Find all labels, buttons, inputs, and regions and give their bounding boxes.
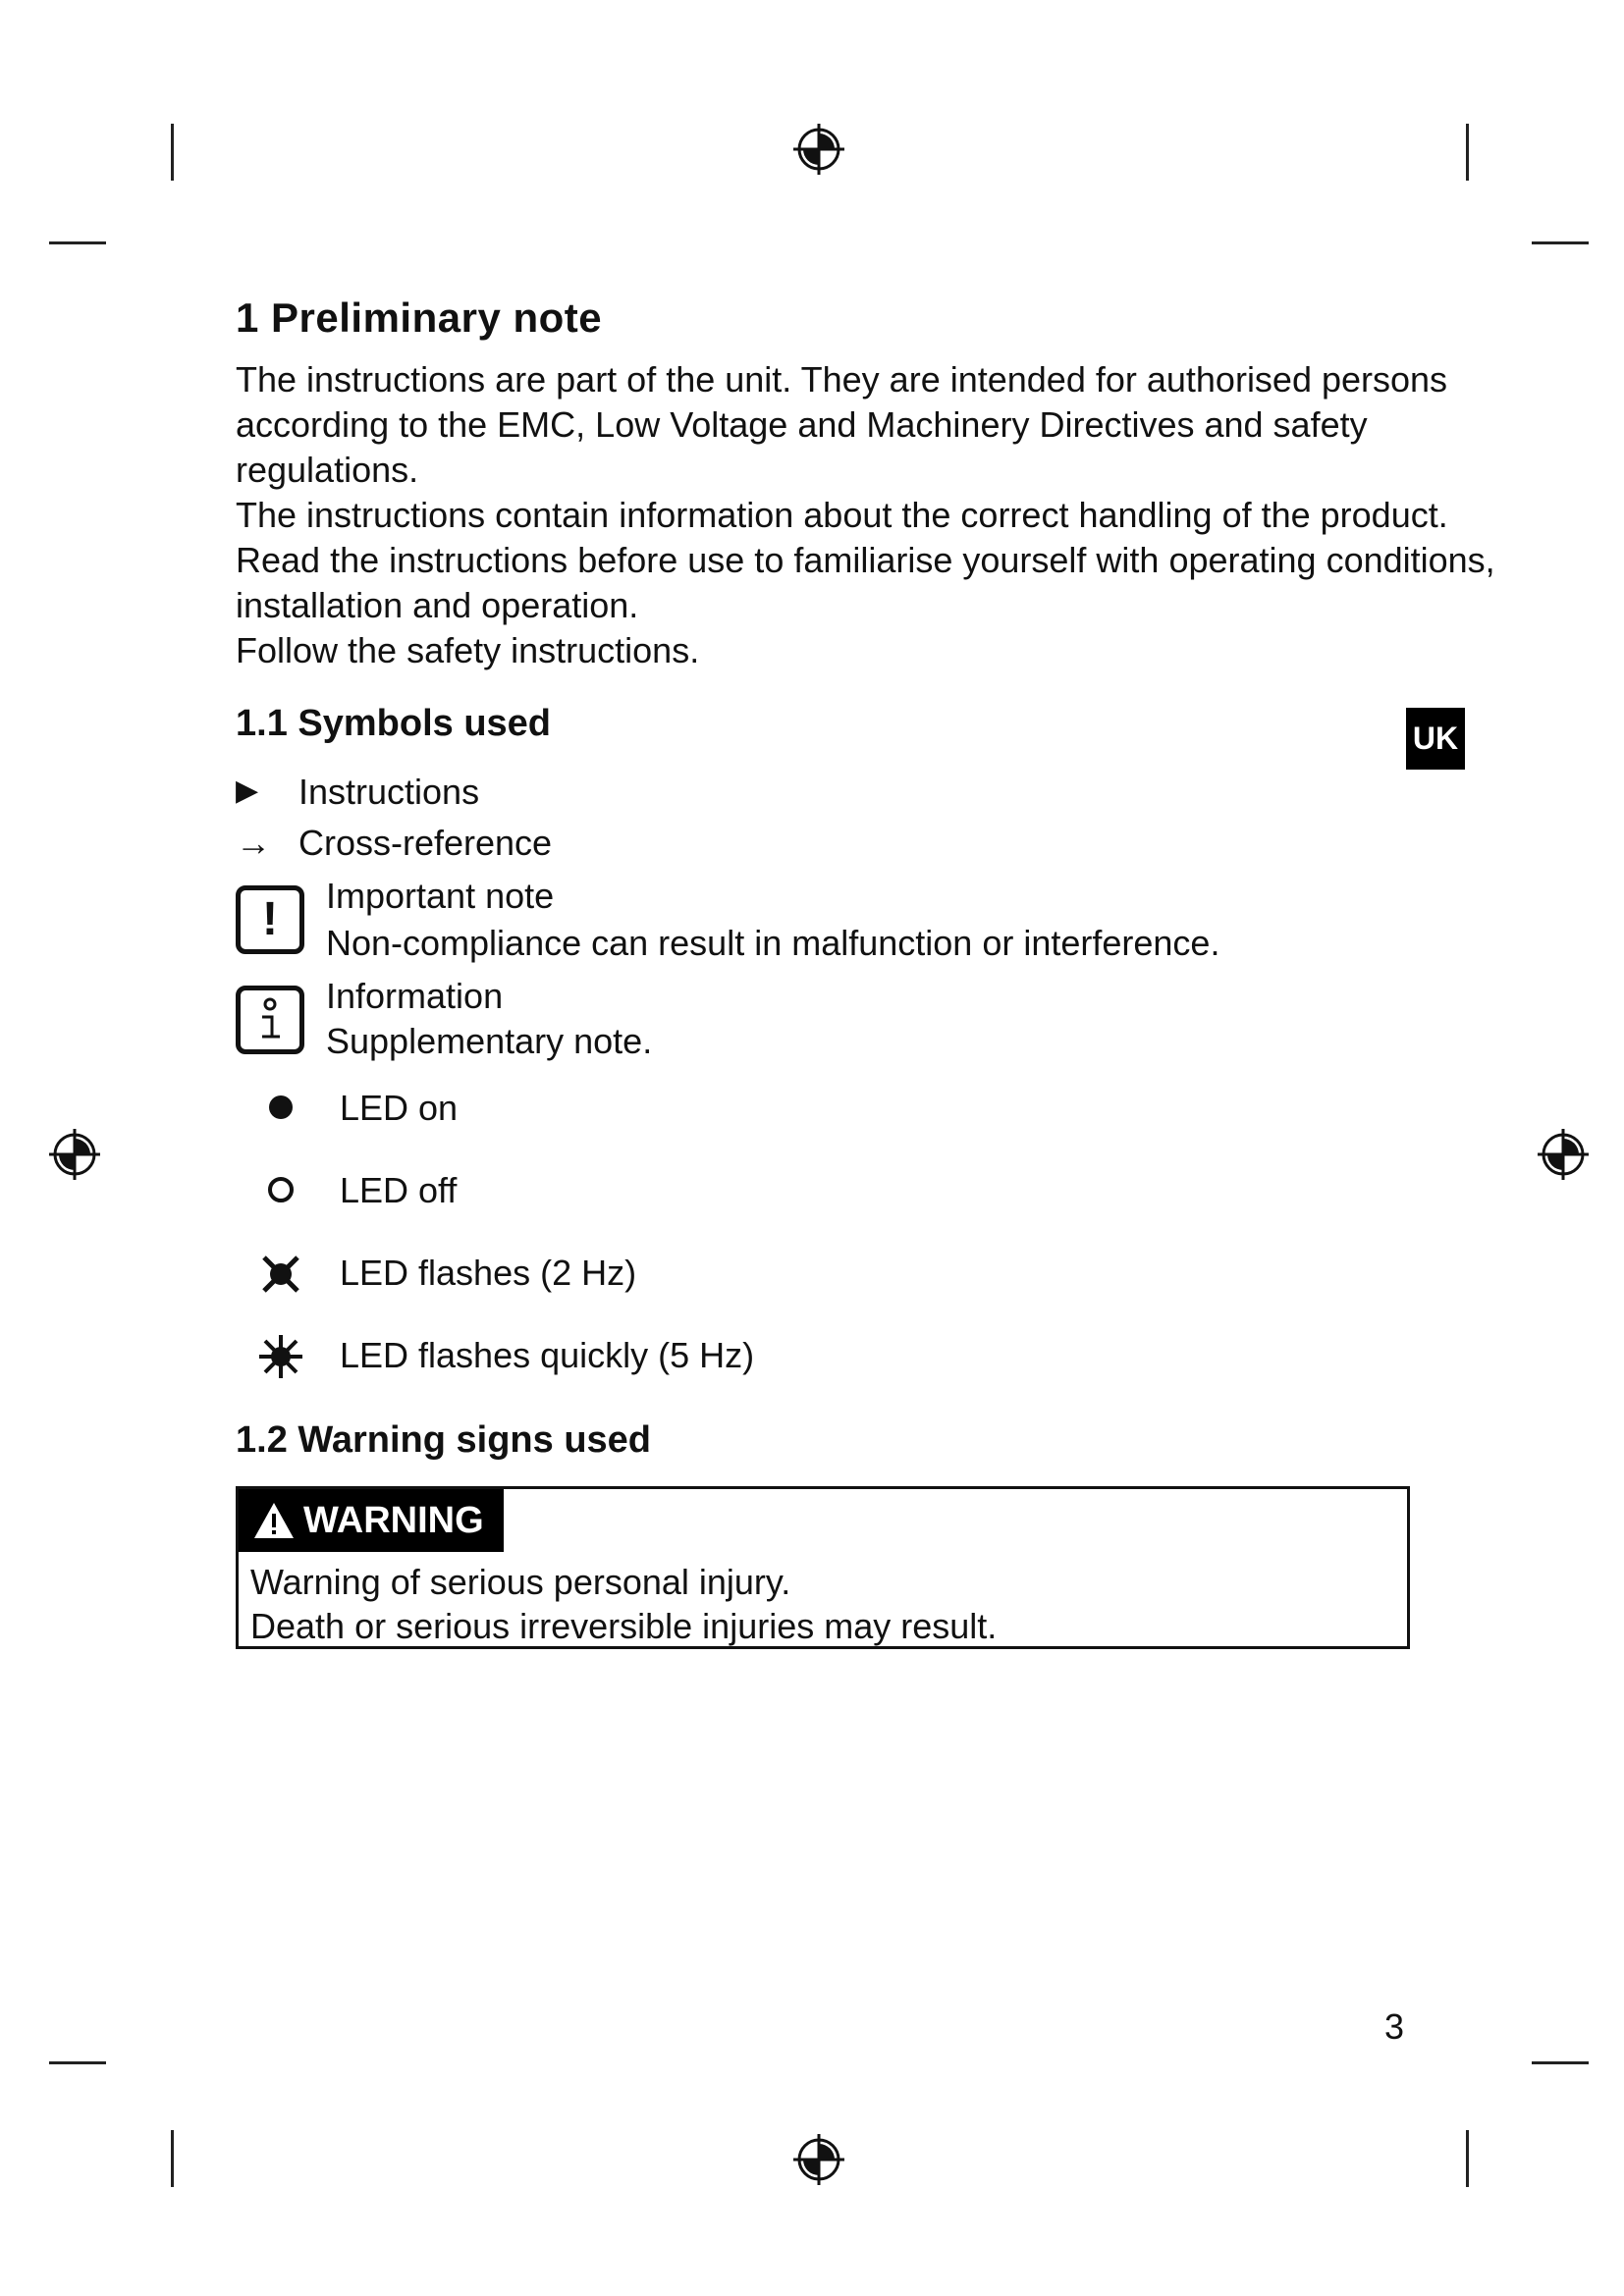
important-note-icon: !: [236, 885, 304, 954]
led-flash-quick-label: LED flashes quickly (5 Hz): [340, 1335, 755, 1375]
warning-label: WARNING: [303, 1499, 484, 1541]
text-line: Follow the safety instructions.: [236, 630, 700, 670]
crop-mark: [171, 2130, 174, 2187]
important-note-title: Important note: [326, 876, 555, 916]
information-title: Information: [326, 976, 504, 1016]
registration-mark-icon: [47, 1127, 102, 1182]
page-number: 3: [1384, 2006, 1405, 2047]
text-line: according to the EMC, Low Voltage and Machinery Directives and safety: [236, 404, 1368, 445]
registration-mark-icon: [1536, 1127, 1591, 1182]
led-off-icon: [265, 1174, 297, 1205]
registration-mark-icon: [791, 2132, 846, 2187]
text-line: regulations.: [236, 450, 419, 490]
section-heading-symbols-used: 1.1 Symbols used: [236, 703, 552, 744]
important-note-text: Non-compliance can result in malfunction or interference.: [326, 923, 1220, 963]
crop-mark: [1466, 2130, 1469, 2187]
warning-triangle-icon: [252, 1501, 296, 1540]
warning-text: [250, 1560, 997, 1648]
text-line: Read the instructions before use to familiarise yourself with operating conditions,: [236, 540, 1495, 580]
registration-mark-icon: [791, 122, 846, 177]
crop-mark: [49, 241, 106, 244]
warning-line: Warning of serious personal injury.: [250, 1562, 791, 1602]
warning-label-tab: [239, 1489, 504, 1552]
text-line: The instructions contain information about the correct handling of the product.: [236, 495, 1448, 535]
crop-mark: [49, 2061, 106, 2064]
warning-line: Death or serious irreversible injuries may result.: [250, 1606, 998, 1646]
led-on-icon: [265, 1092, 297, 1123]
section-heading-preliminary-note: 1 Preliminary note: [236, 294, 603, 341]
led-flash-icon: [259, 1253, 302, 1296]
cross-reference-arrow-icon: →: [236, 823, 271, 863]
led-on-label: LED on: [340, 1088, 459, 1128]
preliminary-note-text: [236, 357, 1495, 673]
information-text: Supplementary note.: [326, 1021, 653, 1061]
crop-mark: [171, 124, 174, 181]
text-line: installation and operation.: [236, 585, 639, 625]
led-off-label: LED off: [340, 1170, 458, 1210]
language-tab: UK: [1406, 708, 1465, 770]
warning-box: [236, 1486, 1410, 1649]
instructions-label: Instructions: [298, 772, 480, 812]
text-line: The instructions are part of the unit. They are intended for authorised persons: [236, 359, 1448, 400]
led-flash-label: LED flashes (2 Hz): [340, 1253, 637, 1293]
led-flash-quick-icon: [257, 1333, 304, 1380]
information-icon: [236, 986, 304, 1054]
crop-mark: [1466, 124, 1469, 181]
cross-reference-label: Cross-reference: [298, 823, 553, 863]
section-heading-warning-signs: 1.2 Warning signs used: [236, 1419, 652, 1461]
instructions-glyph-icon: ▶: [236, 774, 259, 807]
crop-mark: [1532, 241, 1589, 244]
crop-mark: [1532, 2061, 1589, 2064]
